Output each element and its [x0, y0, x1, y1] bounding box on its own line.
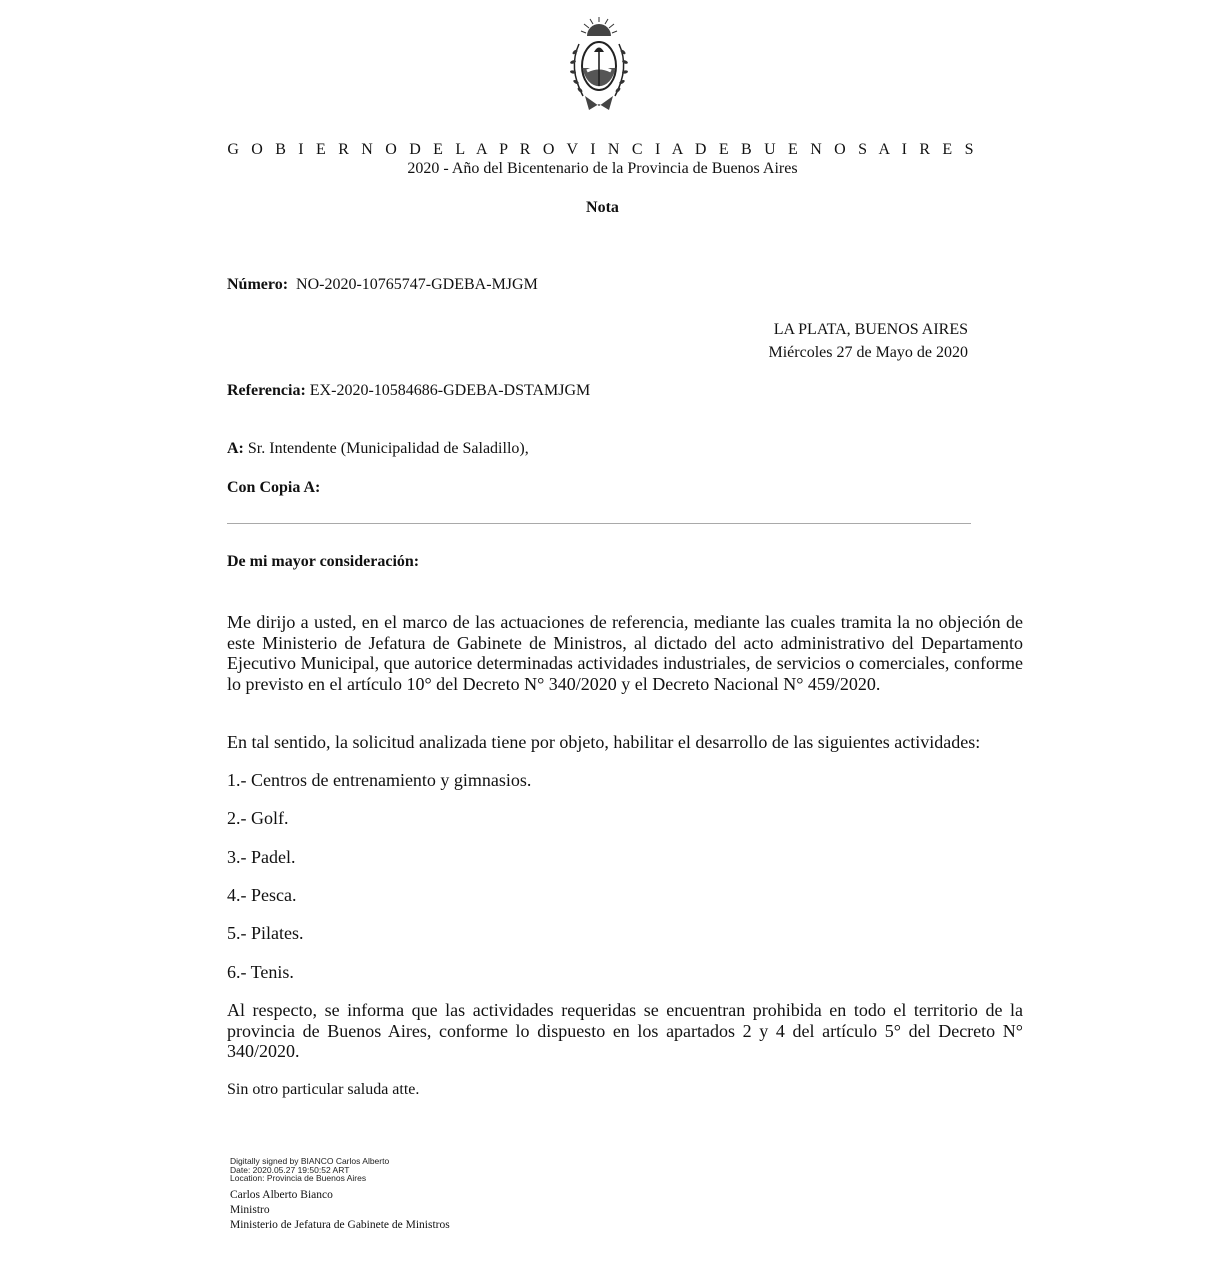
activity-item: 2.- Golf. — [227, 808, 289, 828]
signer-block — [230, 1188, 450, 1233]
recipient-value: Sr. Intendente (Municipalidad de Saladillo), — [247, 440, 529, 457]
paragraph-3: Al respecto, se informa que las actividades requeridas se encuentran prohibida en todo el territorio de la provincia de Buenos Aires, conforme lo dispuesto en los apartados 2 y 4 del artículo 5° del Decreto N° 340/2020. — [227, 1000, 1023, 1061]
recipient-row — [227, 440, 529, 458]
document-type: Nota — [586, 199, 619, 216]
place-date — [700, 318, 968, 364]
paragraph-2: En tal sentido, la solicitud analizada tiene por objeto, habilitar el desarrollo de las siguientes actividades: — [227, 732, 981, 752]
government-name: G O B I E R N O D E L A P R O V I N C I A D E B U E N O S A I R E S — [227, 141, 978, 158]
activity-item: 6.- Tenis. — [227, 962, 294, 982]
activity-item: 4.- Pesca. — [227, 885, 297, 905]
recipient-label: A: — [227, 440, 244, 457]
referencia-row — [227, 382, 590, 400]
signature-location-line: Location: Provincia de Buenos Aires — [230, 1173, 367, 1184]
greeting: De mi mayor consideración: — [227, 553, 420, 570]
activity-item: 5.- Pilates. — [227, 923, 304, 943]
activity-item: 3.- Padel. — [227, 847, 296, 867]
closing: Sin otro particular saluda atte. — [227, 1081, 420, 1098]
signer-title: Ministro — [230, 1204, 270, 1216]
signature-date-line: Date: 2020.05.27 19:50:52 ART — [230, 1164, 350, 1175]
place: LA PLATA, BUENOS AIRES — [773, 321, 968, 338]
numero-label: Número: — [227, 276, 289, 293]
coat-of-arms-icon — [565, 16, 633, 114]
signer-ministry: Ministerio de Jefatura de Gabinete de Ministros — [230, 1219, 450, 1231]
digital-signature-stamp — [230, 1157, 389, 1183]
divider — [227, 523, 971, 524]
signer-name: Carlos Alberto Bianco — [230, 1189, 333, 1201]
numero-value: NO-2020-10765747-GDEBA-MJGM — [296, 276, 538, 293]
cc-label: Con Copia A: — [227, 479, 321, 496]
year-motto: 2020 - Año del Bicentenario de la Provincia de Buenos Aires — [407, 160, 798, 177]
paragraph-1: Me dirijo a usted, en el marco de las actuaciones de referencia, mediante las cuales tramita la no objeción de este Ministerio de Jefatura de Gabinete de Ministros, al dictado del acto administrativo del Departamento Ejecutivo Municipal, que autorice determinadas actividades industriales, de servicios o comerciales, conforme lo previsto en el artículo 10° del Decreto N° 340/2020 y el Decreto Nacional N° 459/2020. — [227, 612, 1023, 694]
date: Miércoles 27 de Mayo de 2020 — [768, 344, 968, 361]
signature-digital-line: Digitally signed by BIANCO Carlos Alberto — [230, 1156, 390, 1166]
cc-row — [227, 479, 320, 497]
referencia-value: EX-2020-10584686-GDEBA-DSTAMJGM — [309, 382, 591, 399]
activity-item: 1.- Centros de entrenamiento y gimnasios. — [227, 770, 532, 790]
referencia-label: Referencia: — [227, 382, 306, 399]
numero-row — [227, 276, 538, 294]
